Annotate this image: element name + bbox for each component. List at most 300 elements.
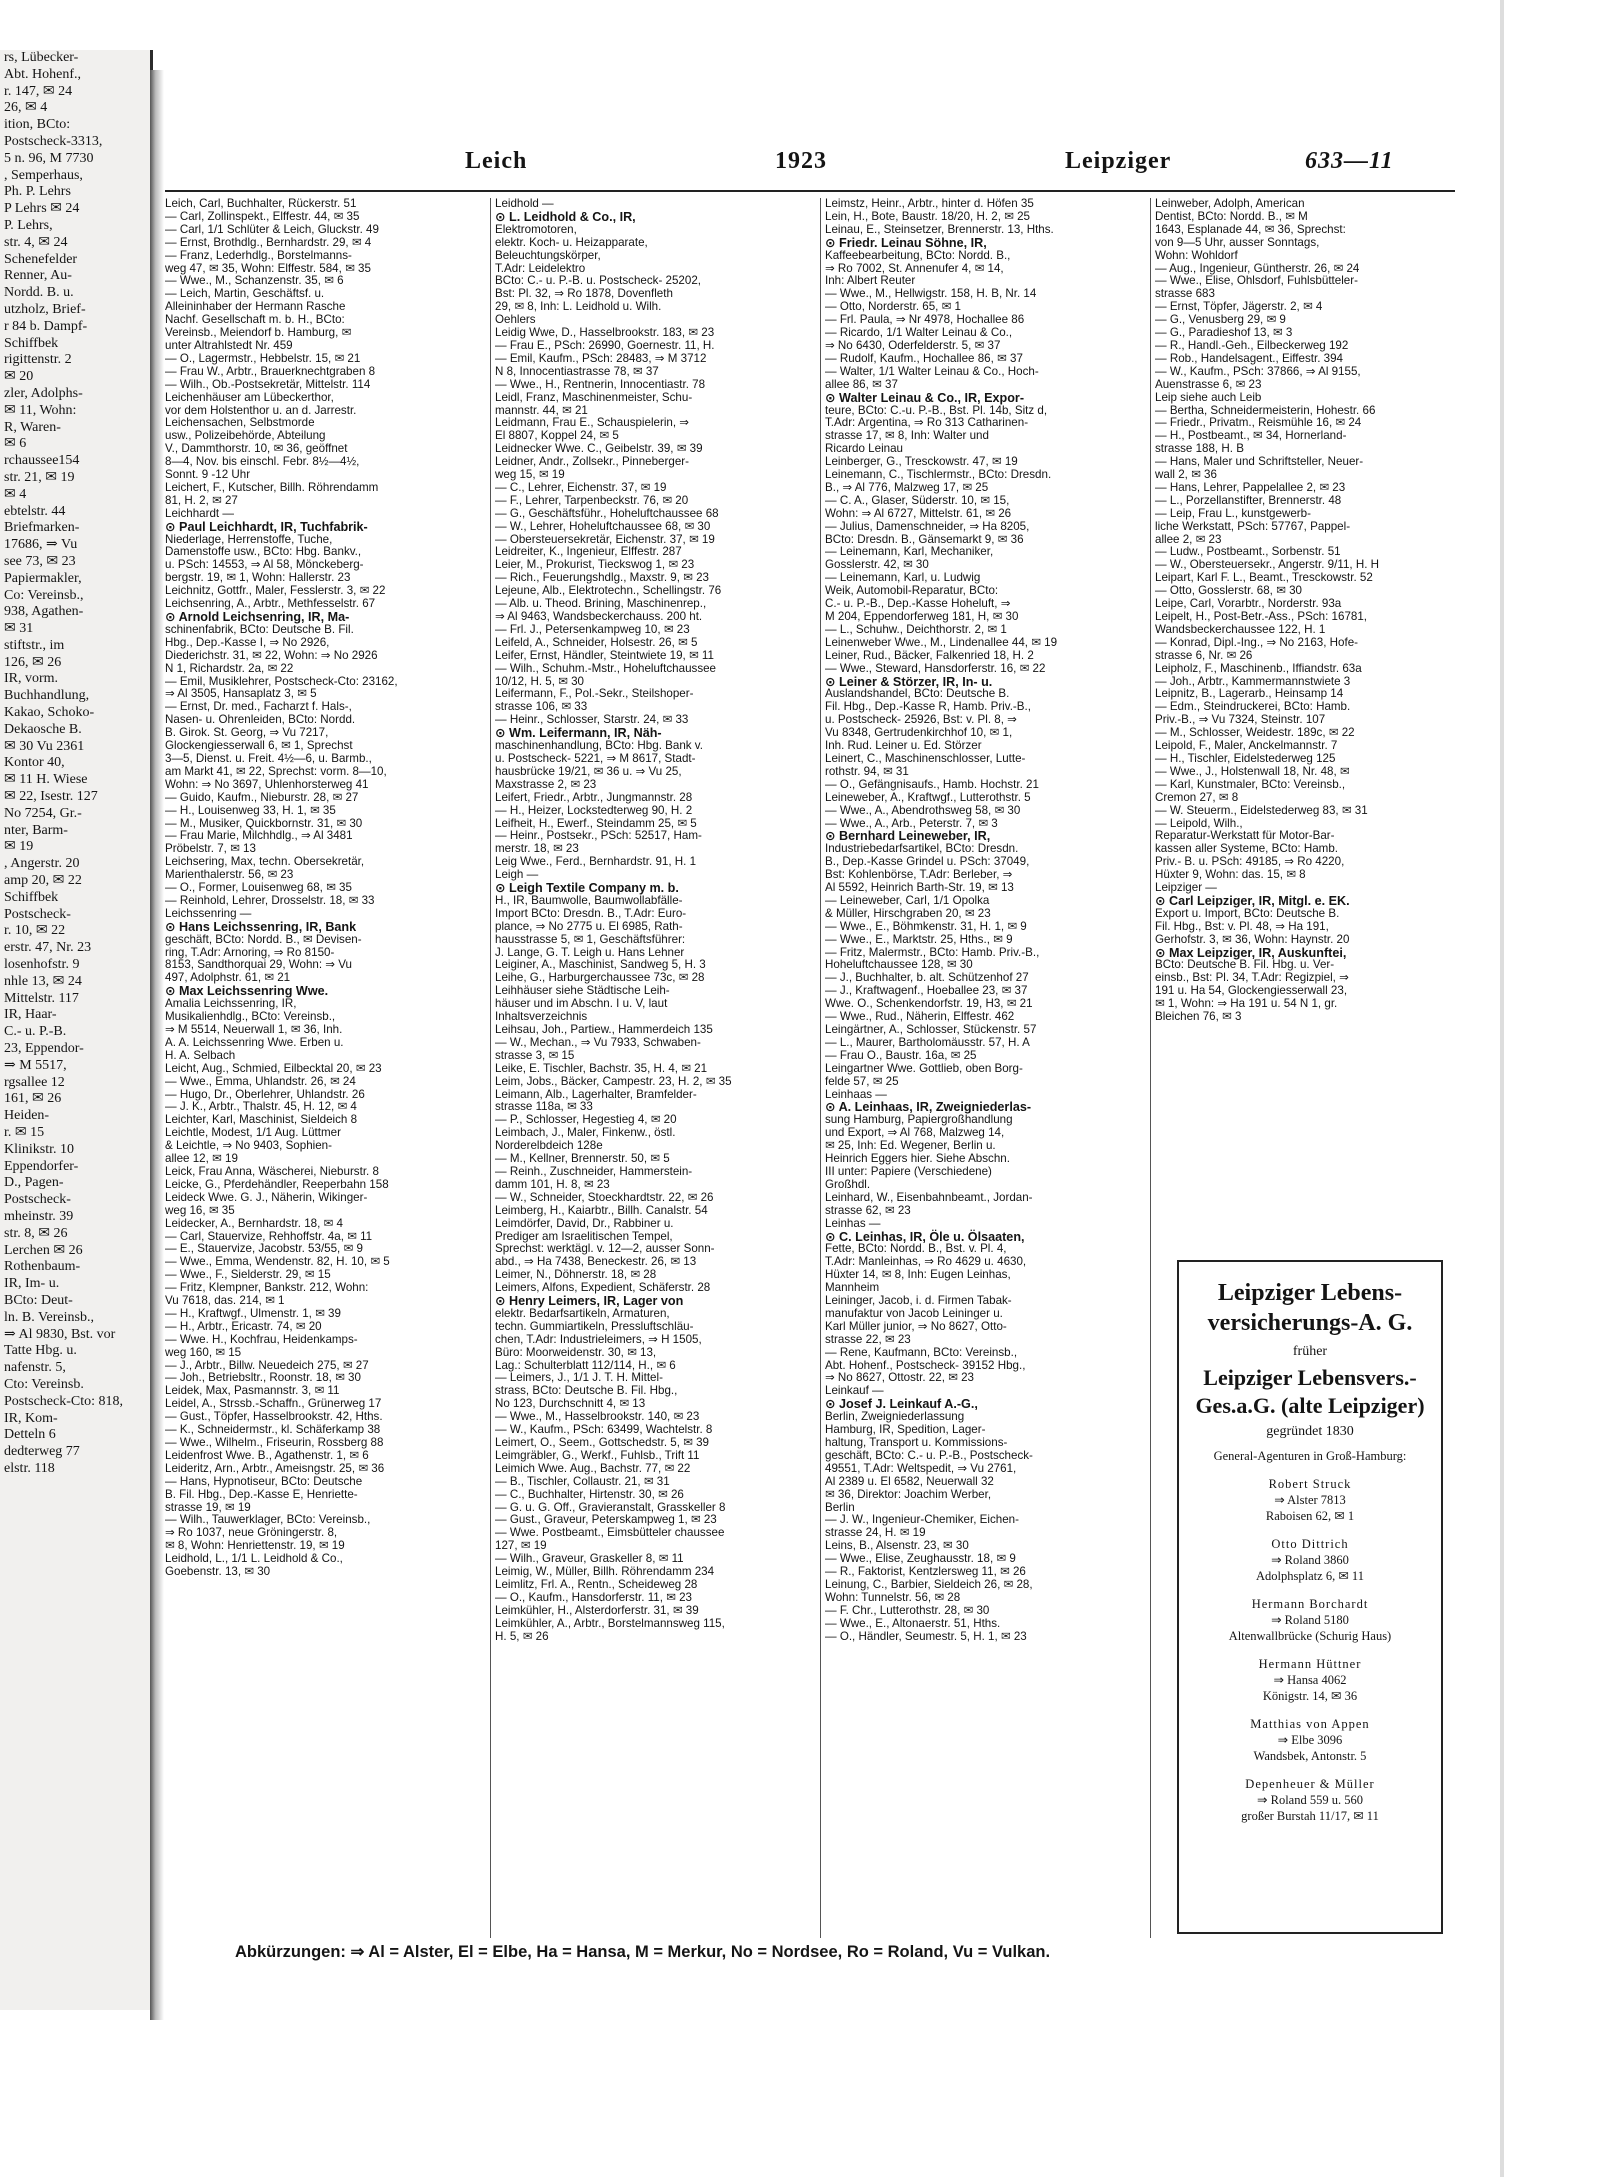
fragment-line: nhle 13, ✉ 24: [4, 973, 82, 989]
directory-entry: Gerhofstr. 3, ✉ 36, Wohn: Haynstr. 20: [1155, 932, 1350, 946]
directory-entry: BCto: C.- u. P.-B. u. Postscheck- 25202,: [495, 274, 701, 288]
ad-agent: [1179, 1536, 1441, 1584]
ad-agent-phone: ⇒ Roland 559 u. 560: [1257, 1793, 1363, 1807]
directory-entry: chen, T.Adr: Industrieleimers, ⇒ H 1505,: [495, 1332, 702, 1346]
directory-entry: Leimer, N., Döhnerstr. 18, ✉ 28: [495, 1268, 657, 1282]
directory-entry: Leipziger —: [1155, 881, 1217, 895]
directory-entry: — W., Mechan., ⇒ Vu 7933, Schwaben-: [495, 1035, 701, 1049]
directory-entry: Leidl, Franz, Maschinenmeister, Schu-: [495, 390, 693, 404]
directory-entry: u. Postscheck- 5221, ⇒ M 8617, Stadt-: [495, 751, 696, 765]
fragment-line: P. Lehrs,: [4, 217, 53, 233]
directory-entry: — Wwe., Rud., Näherin, Elffestr. 462: [825, 1010, 1015, 1024]
directory-entry: ⇒ Al 9463, Wandsbeckerchauss. 200 ht.: [495, 610, 703, 623]
ad-formerly-label: früher: [1292, 1344, 1328, 1359]
directory-entry: ⊙ C. Leinhas, IR, Öle u. Ölsaaten,: [825, 1229, 1025, 1244]
directory-entry: B., ⇒ Al 776, Malzweg 17, ✉ 25: [825, 480, 989, 494]
header-year: 1923: [775, 148, 827, 174]
directory-entry: Wohn: ⇒ Al 6727, Mittelstr. 61, ✉ 26: [825, 506, 1012, 520]
fragment-line: Renner, Au-: [4, 268, 72, 284]
directory-entry: — Otto, Gosslerstr. 68, ✉ 30: [1155, 584, 1302, 598]
fragment-line: rchaussee154: [4, 453, 80, 469]
book-gutter-shadow: [150, 70, 164, 2020]
directory-entry: Leichert, F., Kutscher, Billh. Röhrendamm: [165, 480, 379, 494]
directory-entry: Leick, Frau Anna, Wäscherei, Nieburstr. 8: [165, 1164, 379, 1178]
directory-entry: 49551, T.Adr: Weltspedit, ⇒ Vu 2761,: [825, 1461, 1017, 1475]
directory-entry: — Ricardo, 1/1 Walter Leinau & Co.,: [825, 326, 1013, 340]
fragment-line: dedterweg 77: [4, 1444, 80, 1460]
ad-agent: [1179, 1656, 1441, 1704]
directory-entry: Beleuchtungskörper,: [495, 248, 601, 262]
directory-entry: — P., Schlosser, Hegestieg 4, ✉ 20: [495, 1113, 677, 1127]
ad-agent: [1179, 1776, 1441, 1824]
directory-entry: Leimers, Alfons, Expedient, Schäferstr. 28: [495, 1281, 711, 1295]
fragment-line: IR, Haar-: [4, 1007, 57, 1023]
fragment-line: 23, Eppendor-: [4, 1041, 84, 1057]
fragment-line: see 73, ✉ 23: [4, 553, 76, 569]
fragment-line: ✉ 6: [4, 436, 27, 452]
directory-entry: Leideritz, Arn., Arbtr., Ameisngstr. 25, ✉ 36: [165, 1461, 385, 1475]
directory-entry: Leidig Wwe, D., Hasselbrookstr. 183, ✉ 23: [495, 326, 715, 340]
directory-entry: III unter: Papiere (Verschiedene): [825, 1164, 992, 1178]
directory-entry: ⊙ Henry Leimers, IR, Lager von: [495, 1294, 684, 1309]
directory-entry: Musikalienhdlg., BCto: Vereinsb.,: [165, 1010, 336, 1024]
directory-entry: strasse 3, ✉ 15: [495, 1048, 575, 1062]
fragment-line: ⇒ M 5517,: [4, 1057, 67, 1073]
directory-entry: — W., Schneider, Stoeckhardtstr. 22, ✉ 26: [495, 1190, 714, 1204]
fragment-line: Nordd. B. u.: [4, 285, 74, 301]
directory-entry: Leimdörfer, David, Dr., Rabbiner u.: [495, 1216, 674, 1230]
directory-entry: wall 2, ✉ 36: [1155, 468, 1217, 482]
directory-entry: — Hans, Hypnotiseur, BCto: Deutsche: [165, 1474, 363, 1488]
fragment-line: rgsallee 12: [4, 1074, 65, 1090]
fragment-line: Eppendorfer-: [4, 1158, 79, 1174]
directory-entry: H., IR, Baumwolle, Baumwollabfälle-: [495, 893, 683, 907]
fragment-line: ✉ 4: [4, 486, 27, 502]
directory-entry: Abt. Hohenf., Postscheck- 39152 Hbg.,: [825, 1358, 1026, 1372]
directory-entry: ⊙ Carl Leipziger, IR, Mitgl. e. EK.: [1155, 893, 1350, 908]
directory-entry: ✉ 1, Wohn: ⇒ Ha 191 u. 54 N 1, gr.: [1155, 997, 1338, 1011]
directory-entry: — Wwe., Emma, Wendenstr. 82, H. 10, ✉ 5: [165, 1255, 390, 1269]
directory-entry: elektr. Koch- u. Heizapparate,: [495, 235, 648, 249]
directory-entry: Leifert, Friedr., Arbtr., Jungmannstr. 28: [495, 790, 693, 804]
directory-entry: ⇒ Ro 7002, St. Annenufer 4, ✉ 14,: [825, 261, 1004, 275]
directory-entry: Leicke, G., Pferdehändler, Reeperbahn 158: [165, 1177, 389, 1191]
directory-entry: ⊙ Leigh Textile Company m. b.: [495, 881, 679, 896]
directory-entry: 8—4, Nov. bis einschl. Febr. 8½—4½,: [165, 455, 360, 469]
directory-entry: Industriebedarfsartikel, BCto: Dresdn.: [825, 842, 1019, 856]
directory-entry: — Wwe. H., Kochfrau, Heidenkamps-: [165, 1332, 358, 1346]
directory-entry: M 204, Eppendorferweg 181, H, ✉ 30: [825, 610, 1019, 623]
directory-entry: Leimlitz, Frl. A., Rentn., Scheideweg 28: [495, 1577, 698, 1591]
directory-entry: Leinemann, C., Tischlermstr., BCto: Dresdn.: [825, 468, 1052, 482]
fragment-line: r. ✉ 15: [4, 1125, 45, 1140]
directory-entry: — Gust., Graveur, Peterskampweg 1, ✉ 23: [495, 1513, 717, 1527]
column-divider: [820, 198, 821, 1938]
directory-entry: — Friedr., Privatm., Reismühle 16, ✉ 24: [1155, 416, 1362, 430]
directory-entry: ⊙ Paul Leichhardt, IR, Tuchfabrik-: [165, 519, 368, 534]
directory-entry: rothstr. 94, ✉ 31: [825, 764, 909, 778]
directory-entry: Pröbelstr. 7, ✉ 13: [165, 842, 256, 856]
directory-entry: Leinberger, G., Tresckowstr. 47, ✉ 19: [825, 455, 1018, 469]
directory-entry: Leimkühler, A., Arbtr., Borstelmannsweg 115,: [495, 1616, 725, 1630]
directory-entry: Leiner, Rud., Bäcker, Falkenried 18, H. 2: [825, 648, 1034, 662]
directory-entry: — G., Paradieshof 13, ✉ 3: [1155, 326, 1293, 340]
directory-entry: unter Altrahlstedt Nr. 459: [165, 338, 293, 352]
directory-entry: — R., Handl.-Geh., Eilbeckerweg 192: [1155, 338, 1349, 352]
ad-former-name: Leipziger Lebensvers.-Ges.a.G. (alte Leipziger): [1195, 1365, 1425, 1418]
fragment-line: rs, Lübecker-: [4, 50, 79, 65]
directory-entry: bergstr. 19, ✉ 1, Wohn: Hallerstr. 23: [165, 571, 351, 585]
fragment-line: nter, Barm-: [4, 822, 68, 838]
directory-entry: weg 15, ✉ 19: [495, 468, 565, 482]
directory-entry: Leingärtner, A., Schlosser, Stückenstr. 57: [825, 1023, 1037, 1036]
directory-entry: — Ernst, Dr. med., Facharzt f. Hals-,: [165, 700, 352, 714]
directory-entry: 8153, Sandthorquai 29, Wohn: ⇒ Vu: [165, 958, 352, 972]
directory-entry: abd., ⇒ Ha 7438, Beneckestr. 26, ✉ 13: [495, 1255, 697, 1269]
directory-entry: geschäft, BCto: C.- u. P.-B., Postscheck-: [825, 1448, 1033, 1462]
directory-entry: — Wwe., Elise, Zeughausstr. 18, ✉ 9: [825, 1552, 1016, 1566]
directory-entry: Leichnitz, Gottfr., Maler, Fesslerstr. 3, ✉ 22: [165, 584, 386, 598]
directory-entry: am Markt 41, ✉ 22, Sprechst: vorm. 8—10,: [165, 764, 387, 778]
fragment-line: r. 147, ✉ 24: [4, 83, 73, 99]
directory-entry: — E., Stauervize, Jacobstr. 53/55, ✉ 9: [165, 1242, 363, 1256]
directory-entry: Hoheluftchaussee 128, ✉ 30: [825, 958, 973, 972]
directory-entry: Leimbach, J., Maler, Finkenw., östl.: [495, 1126, 676, 1140]
directory-entry: Leichssenring —: [165, 906, 252, 920]
ad-agent-name: Depenheuer & Müller: [1245, 1777, 1375, 1791]
directory-entry: ⊙ Arnold Leichsenring, IR, Ma-: [165, 610, 350, 624]
directory-entry: Großhdl.: [825, 1177, 871, 1191]
directory-entry: damm 101, H. 8, ✉ 23: [495, 1177, 610, 1191]
directory-entry: — J., Kraftwagenf., Hoeballee 23, ✉ 37: [825, 984, 1028, 998]
fragment-line: Papiermakler,: [4, 570, 82, 586]
directory-entry: Hüxter 14, ✉ 8, Inh: Eugen Leinhas,: [825, 1268, 1011, 1282]
directory-entry: Leimich Wwe. Aug., Bachstr. 77, ✉ 22: [495, 1461, 691, 1475]
fragment-line: Ph. P. Lehrs: [4, 184, 71, 200]
directory-entry: N 1, Richardstr. 2a, ✉ 22: [165, 661, 294, 675]
directory-entry: strasse 188, H. B: [1155, 442, 1244, 456]
directory-entry: Karl Müller junior, ⇒ No 8627, Otto-: [825, 1319, 1007, 1333]
directory-entry: Leingartner Wwe. Gottlieb, oben Borg-: [825, 1061, 1023, 1075]
directory-entry: Hamburg, IR, Spedition, Lager-: [825, 1423, 986, 1437]
directory-entry: mannstr. 44, ✉ 21: [495, 403, 588, 417]
directory-entry: — R., Faktorist, Kentzlersweg 11, ✉ 26: [825, 1565, 1026, 1579]
directory-entry: u. PSch: 14553, ⇒ Al 58, Mönckeberg-: [165, 558, 364, 572]
directory-entry: — Rich., Feuerungshdlg., Maxstr. 9, ✉ 23: [495, 571, 709, 585]
directory-entry: Leichenhäuser am Lübeckerthor,: [165, 390, 334, 404]
directory-entry: Leichhardt —: [165, 506, 234, 520]
directory-entry: Auslandshandel, BCto: Deutsche B.: [825, 687, 1010, 701]
directory-entry: — H., Postbeamt., ✉ 34, Hornerland-: [1155, 429, 1347, 443]
directory-entry: merstr. 18, ✉ 23: [495, 842, 579, 856]
directory-entry: — B., Tischler, Collaustr. 21, ✉ 31: [495, 1474, 670, 1488]
insurance-advertisement: [1177, 1260, 1443, 1934]
directory-entry: — Carl, Stauervize, Rehhoffstr. 4a, ✉ 11: [165, 1229, 373, 1243]
fragment-line: ✉ 11 H. Wiese: [4, 772, 88, 788]
directory-entry: weg 160, ✉ 15: [165, 1345, 242, 1359]
directory-entry: Leipe, Carl, Vorarbtr., Norderstr. 93a: [1155, 597, 1342, 611]
directory-entry: ring, T.Adr: Arnoring, ⇒ Ro 8150-: [165, 945, 335, 959]
directory-entry: Leinkauf —: [825, 1384, 884, 1398]
directory-entry: — Gust., Töpfer, Hasselbrookstr. 42, Hths.: [165, 1410, 383, 1424]
directory-entry: V., Dammthorstr. 10, ✉ 36, geöffnet: [165, 442, 348, 456]
directory-entry: Lag.: Schulterblatt 112/114, H., ✉ 6: [495, 1358, 676, 1372]
directory-entry: No 123, Durchschnitt 4, ✉ 13: [495, 1397, 646, 1411]
directory-entry: A. A. Leichssenring Wwe. Erben u.: [165, 1035, 344, 1049]
directory-entry: Vu 7618, das. 214, ✉ 1: [165, 1294, 285, 1308]
directory-entry: C.- u. P.-B., Dep.-Kasse Hoheluft, ⇒: [825, 597, 1011, 611]
directory-entry: Weik, Automobil-Reparatur, BCto:: [825, 584, 999, 598]
directory-entry: Leichsenring, A., Arbtr., Methfesselstr. 67: [165, 597, 376, 611]
directory-entry: Vu 8348, Gertrudenkirchhof 10, ✉ 1,: [825, 726, 1013, 740]
fragment-line: Postscheck-Cto: 818,: [4, 1393, 123, 1409]
directory-entry: — Wwe., A., Abendrothsweg 58, ✉ 30: [825, 803, 1021, 817]
fragment-line: Detteln 6: [4, 1427, 56, 1443]
directory-entry: hausstrasse 5, ✉ 1, Geschäftsführer:: [495, 932, 686, 946]
directory-entry: Leins, B., Alsenstr. 23, ✉ 30: [825, 1539, 969, 1553]
fragment-line: ebtelstr. 44: [4, 503, 66, 519]
directory-entry: ⊙ Walter Leinau & Co., IR, Expor-: [825, 390, 1025, 405]
directory-entry: Leinweber, Adolph, American: [1155, 198, 1305, 210]
previous-page-fragment: [0, 50, 153, 2010]
fragment-line: Co: Vereinsb.,: [4, 587, 84, 603]
ad-agent-name: Otto Dittrich: [1271, 1537, 1349, 1551]
directory-entry: Leimig, W., Müller, Billh. Röhrendamm 234: [495, 1565, 715, 1579]
directory-entry: Leike, E. Tischler, Bachstr. 35, H. 4, ✉ 21: [495, 1061, 708, 1075]
directory-entry: — Ludw., Postbeamt., Sorbenstr. 51: [1155, 545, 1341, 559]
ad-agent-name: Hermann Hüttner: [1258, 1657, 1362, 1671]
directory-entry: — Leipold, Wilh.,: [1155, 816, 1243, 830]
directory-entry: Leicht, Aug., Schmied, Eilbecktal 20, ✉ 23: [165, 1061, 382, 1075]
directory-entry: — J. W., Ingenieur-Chemiker, Eichen-: [825, 1513, 1019, 1527]
fragment-line: Cto: Vereinsb.: [4, 1376, 84, 1392]
directory-entry: — C., Buchhalter, Hirtenstr. 30, ✉ 26: [495, 1487, 684, 1501]
directory-entry: Leimert, O., Seem., Gottschedstr. 5, ✉ 39: [495, 1436, 709, 1449]
directory-entry: Leinenweber Wwe., M., Lindenallee 44, ✉ 19: [825, 635, 1058, 649]
fragment-line: ✉ 22, Isestr. 127: [4, 789, 98, 805]
directory-entry: — Guido, Kaufm., Nieburstr. 28, ✉ 27: [165, 790, 359, 804]
directory-entry: Leimberg, H., Kaiarbtr., Billh. Canalstr. 54: [495, 1203, 708, 1217]
directory-entry: — Edm., Steindruckerei, BCto: Hamb.: [1155, 700, 1351, 714]
ad-agent-address: Raboisen 62, ✉ 1: [1265, 1509, 1355, 1523]
directory-entry: — O., Lagermstr., Hebbelstr. 15, ✉ 21: [165, 351, 361, 365]
directory-entry: — Ernst, Töpfer, Jägerstr. 2, ✉ 4: [1155, 300, 1323, 314]
directory-entry: Leiginer, A., Maschinist, Sandweg 5, H. 3: [495, 958, 706, 972]
directory-entry: ⇒ No 8627, Ottostr. 22, ✉ 23: [825, 1371, 974, 1385]
directory-entry: 81, H. 2, ✉ 27: [165, 493, 238, 507]
fragment-line: rigittenstr. 2: [4, 352, 72, 368]
fragment-line: Heiden-: [4, 1108, 50, 1124]
fragment-line: mheinstr. 39: [4, 1208, 74, 1224]
directory-entry: — Wwe., Emma, Uhlandstr. 26, ✉ 24: [165, 1074, 356, 1088]
fragment-line: D., Pagen-: [4, 1175, 64, 1191]
fragment-line: ition, BCto:: [4, 117, 71, 133]
directory-entry: — M., Kellner, Brennerstr. 50, ✉ 5: [495, 1152, 670, 1166]
fragment-line: r. 10, ✉ 22: [4, 923, 66, 939]
directory-entry: Nasen- u. Ohrenleiden, BCto: Nordd.: [165, 713, 356, 727]
directory-entry: Leinhas —: [825, 1216, 881, 1230]
directory-entry: — Frl. Paula, ⇒ Nr 4978, Hochallee 86: [825, 313, 1025, 327]
directory-entry: — Wilh., Schuhm.-Mstr., Hoheluftchaussee: [495, 661, 717, 675]
directory-entry: — Joh., Betriebsltr., Roonstr. 18, ✉ 30: [165, 1371, 361, 1385]
directory-entry: Wohn: Wohldorf: [1155, 248, 1238, 262]
directory-entry: Leideck Wwe. G. J., Näherin, Wikinger-: [165, 1190, 368, 1204]
directory-entry: Leininger, Jacob, i. d. Firmen Tabak-: [825, 1294, 1012, 1308]
directory-entry: 1643, Esplanade 44, ✉ 36, Sprechst:: [1155, 222, 1346, 236]
directory-entry: strasse 17, ✉ 8, Inh: Walter und: [825, 429, 989, 443]
directory-entry: — Walter, 1/1 Walter Leinau & Co., Hoch-: [825, 364, 1039, 378]
fragment-line: P Lehrs ✉ 24: [4, 201, 80, 217]
directory-entry: Wohn: Tunnelstr. 56, ✉ 28: [825, 1590, 961, 1604]
directory-entry: — Alb. u. Theod. Brining, Maschinenrep.,: [495, 597, 707, 611]
directory-entry: — Joh., Arbtr., Kammermannstwiete 3: [1155, 674, 1351, 688]
directory-entry: — Emil, Kaufm., PSch: 28483, ⇒ M 3712: [495, 351, 707, 365]
ad-title: Leipziger Lebens-versicherungs-A. G.: [1207, 1280, 1413, 1336]
directory-entry: Leichtle, Modest, 1/1 Aug. Lüttmer: [165, 1126, 341, 1140]
directory-entry: Leihe, G., Harburgerchaussee 73c, ✉ 28: [495, 971, 705, 985]
fragment-line: Rothenbaum-: [4, 1259, 81, 1275]
directory-entry: — Wwe., E., Marktstr. 25, Hths., ✉ 9: [825, 932, 1013, 946]
directory-entry: Marienthalerstr. 56, ✉ 23: [165, 868, 294, 882]
directory-entry: B., Dep.-Kasse Grindel u. PSch: 37049,: [825, 855, 1030, 869]
directory-entry: Berlin, Zweigniederlassung: [825, 1410, 965, 1424]
directory-entry: — Ernst, Brothdlg., Bernhardstr. 29, ✉ 4: [165, 235, 372, 249]
directory-entry: Leich, Carl, Buchhalter, Rückerstr. 51: [165, 198, 357, 210]
page-number: 633—11: [1305, 148, 1394, 174]
directory-entry: 127, ✉ 19: [495, 1539, 547, 1553]
directory-entry: Leimkühler, H., Alsterdorferstr. 31, ✉ 39: [495, 1603, 699, 1617]
fragment-line: Klinikstr. 10: [4, 1141, 75, 1157]
ad-agencies-heading: General-Agenturen in Groß-Hamburg:: [1213, 1449, 1407, 1463]
directory-entry: Reparatur-Werkstatt für Motor-Bar-: [1155, 829, 1335, 843]
directory-entry: Büro: Moorweidenstr. 30, ✉ 13,: [495, 1345, 657, 1359]
directory-entry: liche Werkstatt, PSch: 57767, Pappel-: [1155, 519, 1351, 533]
abbreviations-footer: Abkürzungen: ⇒ Al = Alster, El = Elbe, Ha = Hansa, M = Merkur, No = Nordsee, Ro = Roland, Vu = Vulkan.: [235, 1943, 1051, 1961]
directory-entry: — O., Gefängnisaufs., Hamb. Hochstr. 21: [825, 777, 1039, 791]
directory-entry: ⇒ No 6430, Oderfelderstr. 5, ✉ 37: [825, 338, 1001, 352]
directory-entry: Leipholz, F., Maschinenb., Iffiandstr. 63a: [1155, 661, 1362, 675]
directory-entry: — G. u. G. Off., Gravieranstalt, Grasskeller 8: [495, 1500, 726, 1514]
directory-entry: Leidecker, A., Bernhardstr. 18, ✉ 4: [165, 1216, 343, 1230]
directory-entry: — J. K., Arbtr., Thalstr. 45, H. 12, ✉ 4: [165, 1100, 357, 1114]
directory-entry: Leidmann, Frau E., Schauspielerin, ⇒: [495, 416, 690, 430]
directory-entry: — Wwe., E., Böhmkenstr. 31, H. 1, ✉ 9: [825, 919, 1027, 933]
directory-entry: Leipnitz, B., Lagerarb., Heinsamp 14: [1155, 687, 1344, 701]
directory-entry: Leichsering, Max, techn. Obersekretär,: [165, 855, 365, 869]
directory-entry: Leifeld, A., Schneider, Holsestr. 26, ✉ 5: [495, 635, 698, 649]
directory-entry: Damenstoffe usw., BCto: Hbg. Bankv.,: [165, 545, 362, 559]
directory-entry: Kaffeebearbeitung, BCto: Nordd. B.,: [825, 248, 1011, 262]
directory-entry: — W., Obersteuersekr., Angerstr. 9/11, H. H: [1155, 558, 1380, 572]
directory-entry: — Hans, Maler und Schriftsteller, Neuer-: [1155, 455, 1364, 469]
fragment-line: zler, Adolphs-: [4, 385, 83, 401]
directory-entry: — Wwe., Wilhelm., Friseurin, Rossberg 88: [165, 1436, 384, 1449]
directory-entry: Prediger am Israelitischen Tempel,: [495, 1229, 673, 1243]
fragment-line: Kakao, Schoko-: [4, 705, 95, 721]
directory-entry: Leidner, Andr., Zollsekr., Pinneberger-: [495, 455, 689, 469]
directory-entry: von 9—5 Uhr, ausser Sonntags,: [1155, 235, 1320, 249]
directory-entry: Leidel, A., Strssb.-Schaffn., Grünerweg 17: [165, 1397, 382, 1411]
fragment-line: Schiffbek: [4, 889, 59, 905]
directory-entry: — Carl, Zollinspekt., Elffestr. 44, ✉ 35: [165, 209, 360, 223]
directory-entry: Glockengiesserwall 6, ✉ 1, Sprechst: [165, 739, 353, 753]
directory-entry: Inh: Albert Reuter: [825, 274, 916, 288]
directory-entry: strasse 24, H. ✉ 19: [825, 1526, 926, 1540]
directory-entry: — Karl, Kunstmaler, BCto: Vereinsb.,: [1155, 777, 1346, 791]
directory-entry: elektr. Bedarfsartikeln, Armaturen,: [495, 1306, 670, 1320]
directory-entry: — W. Steuerm., Eidelstederweg 83, ✉ 31: [1155, 803, 1368, 817]
directory-entry: — Heinr., Schlosser, Starstr. 24, ✉ 33: [495, 713, 689, 727]
directory-entry: Export u. Import, BCto: Deutsche B.: [1155, 906, 1340, 920]
directory-entry: Leinhard, W., Eisenbahnbeamt., Jordan-: [825, 1190, 1033, 1204]
directory-entry: — Frau W., Arbtr., Brauerknechtgraben 8: [165, 364, 376, 378]
directory-entry: Hüxter 9, Wohn: das. 15, ✉ 8: [1155, 868, 1306, 882]
directory-entry: Ricardo Leinau: [825, 442, 903, 456]
fragment-line: Schiffbek: [4, 335, 59, 351]
fragment-line: stiftstr., im: [4, 637, 65, 653]
ad-agent-name: Robert Struck: [1268, 1477, 1352, 1491]
fragment-line: Schenefelder: [4, 251, 78, 267]
directory-entry: Leimstz, Heinr., Arbtr., hinter d. Höfen 35: [825, 198, 1034, 210]
ad-agent-address: Wandsbek, Antonstr. 5: [1253, 1749, 1367, 1763]
directory-entry: — Carl, 1/1 Schlüter & Leich, Gluckstr. 49: [165, 222, 379, 236]
ad-agent-address: Altenwallbrücke (Schurig Haus): [1228, 1629, 1392, 1643]
fragment-line: Postscheck-: [4, 906, 71, 922]
fragment-line: erstr. 47, Nr. 23: [4, 940, 92, 956]
directory-entry: El 8807, Koppel 24, ✉ 5: [495, 429, 619, 443]
ad-founded: gegründet 1830: [1266, 1424, 1354, 1439]
directory-entry: Leip siehe auch Leib: [1155, 390, 1262, 404]
directory-entry: — L., Maurer, Bartholomäusstr. 57, H. A: [825, 1035, 1030, 1049]
directory-entry: Fil. Hbg., Bst: v. Pl. 48, ⇒ Ha 191,: [1155, 919, 1329, 933]
directory-entry: allee 2, ✉ 23: [1155, 532, 1222, 546]
directory-entry: Auenstrasse 6, ✉ 23: [1155, 377, 1262, 391]
fragment-line: ✉ 20: [4, 369, 34, 385]
directory-entry: Leidnecker Wwe. C., Geibelstr. 39, ✉ 39: [495, 442, 703, 456]
directory-entry: — Fritz, Klempner, Bankstr. 212, Wohn:: [165, 1281, 369, 1295]
directory-entry: ⊙ Wm. Leifermann, IR, Näh-: [495, 726, 662, 741]
fragment-line: No 7254, Gr.-: [4, 805, 82, 821]
column-divider: [490, 198, 491, 1938]
directory-entry: B. Fil. Hbg., Dep.-Kasse E, Henriette-: [165, 1487, 358, 1501]
directory-entry: Leinert, C., Maschinenschlosser, Lutte-: [825, 751, 1026, 765]
directory-entry: Nachf. Gesellschaft m. b. H., BCto:: [165, 313, 345, 327]
ad-agent-address: großer Burstah 11/17, ✉ 11: [1241, 1809, 1379, 1823]
page-header: [165, 148, 1455, 184]
directory-entry: techn. Gummiartikeln, Pressluftschläu-: [495, 1319, 694, 1333]
directory-entry: ⊙ A. Leinhaas, IR, Zweigniederlas-: [825, 1100, 1032, 1115]
directory-entry: — F., Lehrer, Tarpenbeckstr. 76, ✉ 20: [495, 493, 689, 507]
directory-entry: — Leip, Frau L., kunstgewerb-: [1155, 506, 1311, 520]
directory-entry: — L., Porzellanstifter, Brennerstr. 48: [1155, 493, 1342, 507]
directory-entry: Leidhold —: [495, 198, 554, 210]
directory-entry: teure, BCto: C.-u. P.-B., Bst. Pl. 14b, Sitz d,: [825, 403, 1048, 417]
directory-entry: — H., Kraftwgf., Ulmenstr. 1, ✉ 39: [165, 1306, 341, 1320]
directory-entry: — Obersteuersekretär, Eichenstr. 37, ✉ 19: [495, 532, 715, 546]
directory-entry: Dentist, BCto: Nordd. B., ✉ M: [1155, 209, 1308, 223]
directory-entry: Wwe. O., Schenkendorfstr. 19, H3, ✉ 21: [825, 997, 1033, 1011]
directory-entry: — Wilh., Graveur, Graskeller 8, ✉ 11: [495, 1552, 684, 1566]
directory-entry: BCto: Deutsche B. Fil. Hbg. u. Ver-: [1155, 958, 1335, 972]
directory-entry: — Aug., Ingenieur, Güntherstr. 26, ✉ 24: [1155, 261, 1360, 275]
directory-entry: — Heinr., Postsekr., PSch: 52517, Ham-: [495, 829, 702, 843]
directory-entry: Heinrich Eggers hier. Siehe Abschn.: [825, 1152, 1010, 1166]
directory-entry: maschinenhandlung, BCto: Hbg. Bank v.: [495, 739, 703, 753]
directory-entry: felde 57, ✉ 25: [825, 1074, 899, 1088]
directory-entry: Leifermann, F., Pol.-Sekr., Steilshoper-: [495, 687, 694, 701]
directory-entry: N 8, Innocentiastrasse 78, ✉ 37: [495, 364, 659, 378]
directory-entry: — C. A., Glaser, Süderstr. 10, ✉ 15,: [825, 493, 1010, 507]
